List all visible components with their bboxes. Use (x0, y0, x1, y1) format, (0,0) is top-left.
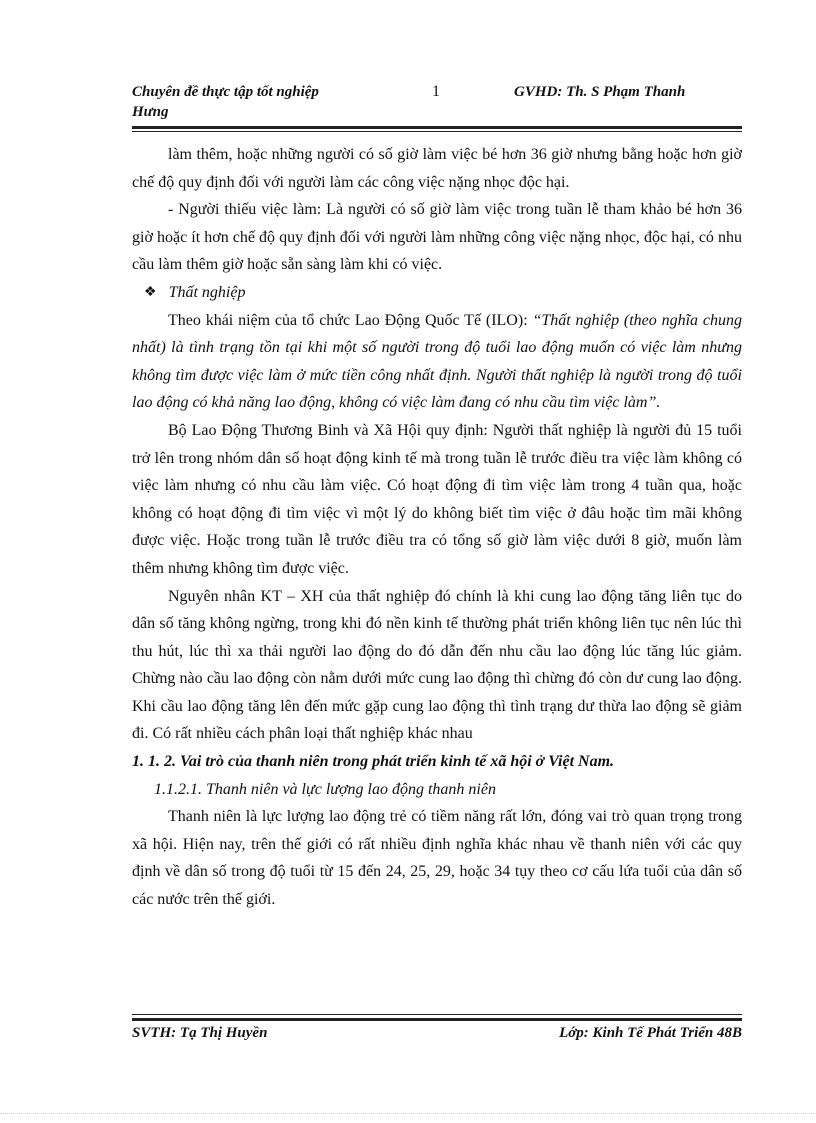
paragraph-2: - Người thiếu việc làm: Là người có số giờ làm việc trong tuần lễ tham khảo bé hơn 36 giờ hoặc ít hơn chế độ quy định đối với người làm những công việc nặng nhọc, độc hại, có nhu cầu làm thêm giờ hoặc sẵn sàng làm khi có việc. (132, 201, 742, 274)
footer-rule-thin (132, 1014, 742, 1015)
header-rule-thick (132, 126, 742, 129)
header-title: Chuyên đề thực tập tốt nghiệp (132, 84, 319, 100)
footer-student: SVTH: Tạ Thị Huyền (132, 1025, 268, 1041)
section-heading: 1. 1. 2. Vai trò của thanh niên trong phát triển kinh tế xã hội ở Việt Nam. (132, 753, 615, 771)
footer-rule-thick (132, 1018, 742, 1021)
header-title-continued: Hưng (132, 104, 169, 120)
paragraph-6: Thanh niên là lực lượng lao động trẻ có tiềm năng rất lớn, đóng vai trò quan trọng trong xã hội. Hiện nay, trên thế giới có rất nhiều định nghĩa khác nhau về thanh niên với các quy định về dân số trong độ tuổi từ 15 đến 24, 25, 29, hoặc 34 tụy theo cơ cấu lứa tuổi của dân số các nước trên thế giới. (132, 808, 742, 909)
paragraph-3 (132, 307, 742, 417)
paragraph-3-lead: Theo khái niệm của tổ chức Lao Động Quốc Tế (ILO): (168, 311, 533, 329)
page-number: 1 (432, 83, 440, 100)
paragraph-1: làm thêm, hoặc những người có số giờ làm việc bé hơn 36 giờ nhưng bằng hoặc hơn giờ chế độ quy định đối với người làm các công việc nặng nhọc độc hại. (132, 146, 742, 191)
document-body (132, 141, 742, 914)
diamond-bullet-icon: ❖ (144, 284, 157, 300)
paragraph-5: Nguyên nhân KT – XH của thất nghiệp đó chính là khi cung lao động tăng liên tục do dân số tăng không ngừng, trong khi đó nền kinh tế thường phát triển không liên tục nên lúc thì thu hút, lúc thì xa thải người lao động do đó dẫn đến nhu cầu lao động lúc tăng lúc giảm. Chừng nào cầu lao động còn nằm dưới mức cung lao động thì chừng đó còn dư cung lao động. Khi cầu lao động tăng lên đến mức gặp cung lao động thì tình trạng dư thừa lao động sẽ giảm đi. Có rất nhiều cách phân loại thất nghiệp khác nhau (132, 587, 742, 743)
ilo-definition-quote: “Thất nghiệp (theo nghĩa chung nhất) là tình trạng tồn tại khi một số người trong độ tuổi lao động muốn có việc làm nhưng không tìm được việc làm ở mức tiền công nhất định. Người thất nghiệp là người trong độ tuổi lao động có khả năng lao động, không có việc làm đang có nhu cầu tìm việc làm”. (132, 311, 742, 412)
bullet-heading-text: Thất nghiệp (168, 283, 246, 301)
bullet-heading (132, 279, 742, 307)
header-advisor: GVHD: Th. S Phạm Thanh (514, 84, 686, 100)
page-edge-dotted-line (0, 1113, 816, 1114)
subsection-heading: 1.1.2.1. Thanh niên và lực lượng lao động thanh niên (154, 780, 496, 798)
paragraph-4: Bộ Lao Động Thương Binh và Xã Hội quy định: Người thất nghiệp là người đủ 15 tuổi trở lên trong nhóm dân số hoạt động kinh tế mà trong tuần lễ trước điều tra việc làm không có việc làm nhưng có nhu cầu làm việc. Có hoạt động đi tìm việc làm trong 4 tuần qua, hoặc không có hoạt động đi tìm việc vì một lý do không biết tìm việc ở đâu hoặc tìm mãi không được việc. Hoặc trong tuần lễ trước điều tra có tổng số giờ làm việc dưới 8 giờ, muốn làm thêm nhưng không tìm được việc. (132, 421, 742, 577)
header-rule-thin (132, 131, 742, 132)
footer-class: Lớp: Kinh Tế Phát Triển 48B (559, 1025, 742, 1041)
